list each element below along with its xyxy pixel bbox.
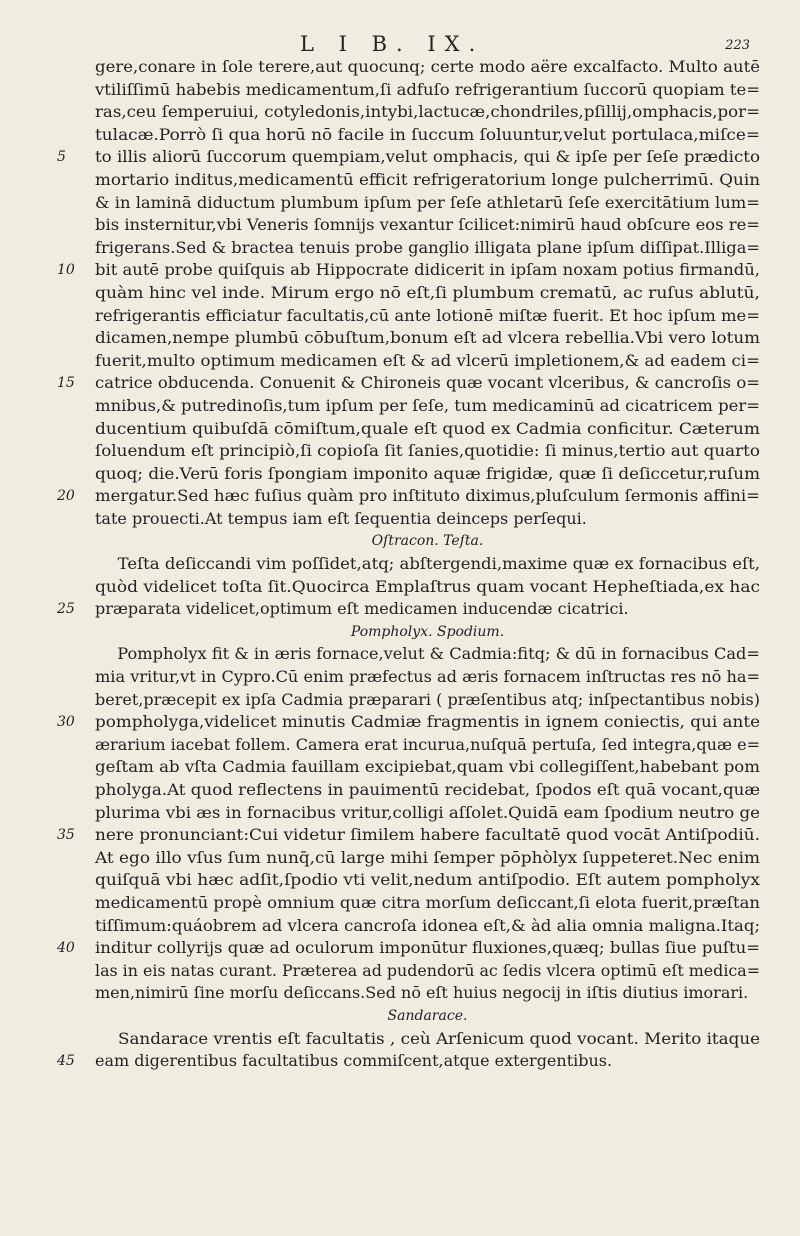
line-text: bis insternitur,vbi Veneris ſomnijs vexantur ſcilicet:nimirū haud obſcure eos re= [95, 215, 760, 235]
text-line [95, 553, 760, 576]
line-text: tate prouecti.At tempus iam eſt ſequentia deinceps perſequi. [95, 508, 587, 528]
text-line [95, 982, 760, 1005]
line-text: ſoluendum eſt principiò,ſi copioſa ſit ſanies,quotidie: ſi minus,tertio aut quarto [95, 441, 760, 461]
line-text: vtiliſſimū habebis medicamentum,ſi adfuſo refrigerantium ſuccorū quopiam te= [95, 79, 760, 99]
line-text: tiſſimum:quáobrem ad vlcera cancroſa idonea eſt,& àd alia omnia maligna.Itaq; [95, 915, 760, 935]
line-text: Sandarace. [387, 1007, 468, 1024]
line-text: Pompholyx fit & in æris fornace,velut & Cadmia:fitq; & dū in fornacibus Cad= [117, 644, 760, 664]
text-line [95, 124, 760, 147]
line-text: At ego illo vſus ſum nunq̄,cū large mihi ſemper pōphòlyx ſuppeteret.Nec enim [95, 847, 760, 867]
line-text: to illis aliorū ſuccorum quempiam,velut omphacis, qui & ipſe per ſeſe prædicto [95, 147, 760, 167]
line-text: quàm hinc vel inde. Mirum ergo nō eſt,ſi plumbum crematū, ac ruſus ablutū, [95, 282, 760, 302]
line-text: plurima vbi æs in fornacibus vritur,colligi aſſolet.Quidā eam ſpodium neutro ge [95, 802, 760, 822]
line-text: & in laminā diductum plumbum ipſum per ſeſe athletarū ſeſe exercitātium lum= [95, 192, 760, 212]
line-text: fuerit,multo optimum medicamen eſt & ad vlcerū impletionem,& ad eadem ci= [95, 350, 760, 370]
line-text: mnibus,& putredinoſis,tum ipſum per ſeſe, tum medicaminū ad cicatricem per= [95, 395, 760, 415]
text-line [95, 305, 760, 328]
line-text: ærarium iacebat follem. Camera erat incurua,nuſquā pertuſa, ſed integra,quæ e= [95, 734, 760, 754]
line-text: refrigerantis efficiatur facultatis,cū ante lotionē miſtæ fuerit. Et hoc ipſum me= [95, 305, 761, 325]
text-line [95, 327, 760, 350]
line-text: geſtam ab vſta Cadmia fauillam excipiebat,quam vbi collegiſſent,habebant pom [95, 757, 760, 777]
line-text: las in eis natas curant. Præterea ad pudendorū ac ſedis vlcera optimū eſt medica= [95, 960, 760, 980]
text-line [95, 779, 760, 802]
text-line [95, 666, 760, 689]
text-line [95, 689, 760, 712]
text-line [57, 146, 760, 169]
text-line [57, 1050, 760, 1073]
line-text: quòd videlicet toſta ſit.Quocirca Emplaſtrus quam vocant Hepheſtiada,ex hac [95, 576, 760, 596]
text-line [95, 734, 760, 757]
line-text: eam digerentibus facultatibus commiſcent,atque extergentibus. [95, 1051, 613, 1071]
line-text: quoq; die.Verū foris ſpongiam imponito aquæ frigidæ, quæ ſi deſiccetur,ruſum [95, 463, 761, 483]
line-text: catrice obducenda. Conuenit & Chironeis quæ vocant vlceribus, & cancroſis o= [95, 373, 760, 393]
text-line [95, 237, 760, 260]
text-line [95, 960, 760, 983]
text-line [95, 756, 760, 779]
text-line [95, 508, 760, 531]
line-text: inditur collyrijs quæ ad oculorum imponūtur fluxiones,quæq; bullas ſiue puſtu= [95, 938, 760, 958]
text-line [95, 440, 760, 463]
text-line [57, 824, 760, 847]
line-text: mia vritur,vt in Cypro.Cū enim præfectus ad æris fornacem inſtructas res nō ha= [95, 667, 760, 687]
line-number: 25 [57, 601, 75, 618]
line-text: bit autē probe quiſquis ab Hippocrate didicerit in ipſam noxam potius firmandū, [95, 260, 760, 280]
text-line [95, 576, 760, 599]
line-number: 35 [57, 827, 75, 844]
line-number: 40 [57, 940, 75, 957]
running-title: L I B. IX. [300, 32, 485, 56]
line-text: men,nimirū ſine morſu deſiccans.Sed nō eſt huius negocij in iſtis diutius imorari. [95, 983, 749, 1003]
line-number: 10 [57, 262, 75, 279]
text-line [95, 802, 760, 825]
text-line [95, 56, 760, 79]
line-number: 15 [57, 375, 75, 392]
body-text [57, 56, 761, 1073]
text-line [57, 372, 760, 395]
text-line [95, 915, 760, 938]
text-line [95, 101, 760, 124]
line-text: beret,præcepit ex ipſa Cadmia præparari ( præſentibus atq; inſpectantibus nobis) [95, 689, 760, 709]
section-heading [95, 621, 760, 644]
line-text: præparata videlicet,optimum eſt medicamen inducendæ cicatrici. [95, 599, 629, 619]
line-text: dicamen,nempe plumbū cōbuſtum,bonum eſt ad vlcera rebellia.Vbi vero lotum [95, 328, 760, 348]
text-line [95, 79, 760, 102]
line-number: 30 [57, 714, 75, 731]
text-line [57, 259, 760, 282]
section-heading [95, 530, 760, 553]
line-number: 5 [57, 149, 66, 166]
line-text: ducentium quibuſdā cōmiſtum,quale eſt quod ex Cadmia conficitur. Cæterum [95, 418, 760, 438]
line-text: mortario inditus,medicamentū efficit refrigeratorium longe pulcherrimū. Quin [95, 169, 761, 189]
text-line [95, 892, 760, 915]
line-text: Pompholyx. Spodium. [350, 623, 505, 640]
text-line [95, 643, 760, 666]
line-text: mergatur.Sed hæc fuſius quàm pro inſtituto diximus,pluſculum ſermonis affini= [95, 486, 760, 506]
line-text: pholyga.At quod reflectens in pauimentū recidebat, ſpodos eſt quā vocant,quæ [95, 780, 760, 799]
line-text: Sandarace vrentis eſt facultatis , ceù Arſenicum quod vocant. Merito itaque [117, 1028, 760, 1048]
line-text: nere pronunciant:Cui videtur ſimilem habere facultatē quod vocāt Antiſpodiū. [95, 825, 760, 845]
text-line [95, 214, 760, 237]
text-line [95, 1028, 760, 1051]
text-line [95, 169, 760, 192]
text-line [95, 350, 760, 373]
line-text: tulacæ.Porrò ſi qua horū nō facile in ſuccum ſoluuntur,velut portulaca,miſce= [95, 124, 760, 144]
line-text: Teſta deſiccandi vim poſſidet,atq; abſtergendi,maxime quæ ex fornacibus eſt, [117, 554, 761, 574]
line-number: 45 [57, 1053, 75, 1070]
text-line [95, 418, 760, 441]
section-heading [95, 1005, 760, 1028]
text-line [57, 598, 760, 621]
line-text: gere,conare in ſole terere,aut quocunq; certe modo aëre excalfacto. Multo autē [95, 57, 760, 76]
text-line [95, 463, 760, 486]
text-line [95, 869, 760, 892]
line-text: quiſquā vbi hæc adſit,ſpodio vti velit,nedum antiſpodio. Eſt autem pompholyx [95, 870, 760, 890]
text-line [57, 485, 760, 508]
line-text: frigerans.Sed & bractea tenuis probe ganglio illigata plane ipſum diſſipat.Illiga= [95, 237, 761, 257]
text-line [57, 937, 760, 960]
text-line [95, 192, 760, 215]
line-text: medicamentū propè omnium quæ citra morſum deſiccant,ſi elota fuerit,præſtan [95, 892, 760, 912]
line-number: 20 [57, 488, 75, 505]
line-text: Oſtracon. Teſta. [371, 533, 484, 550]
text-line [95, 282, 760, 305]
page-number: 223 [725, 38, 750, 53]
line-text: ras,ceu ſemperuiui, cotyledonis,intybi,lactucæ,chondriles,pſillij,omphacis,por= [95, 102, 760, 122]
line-text: pompholyga,videlicet minutis Cadmiæ fragmentis in ignem coniectis, qui ante [95, 712, 760, 732]
text-line [57, 711, 760, 734]
text-line [95, 395, 760, 418]
text-line [95, 847, 760, 870]
